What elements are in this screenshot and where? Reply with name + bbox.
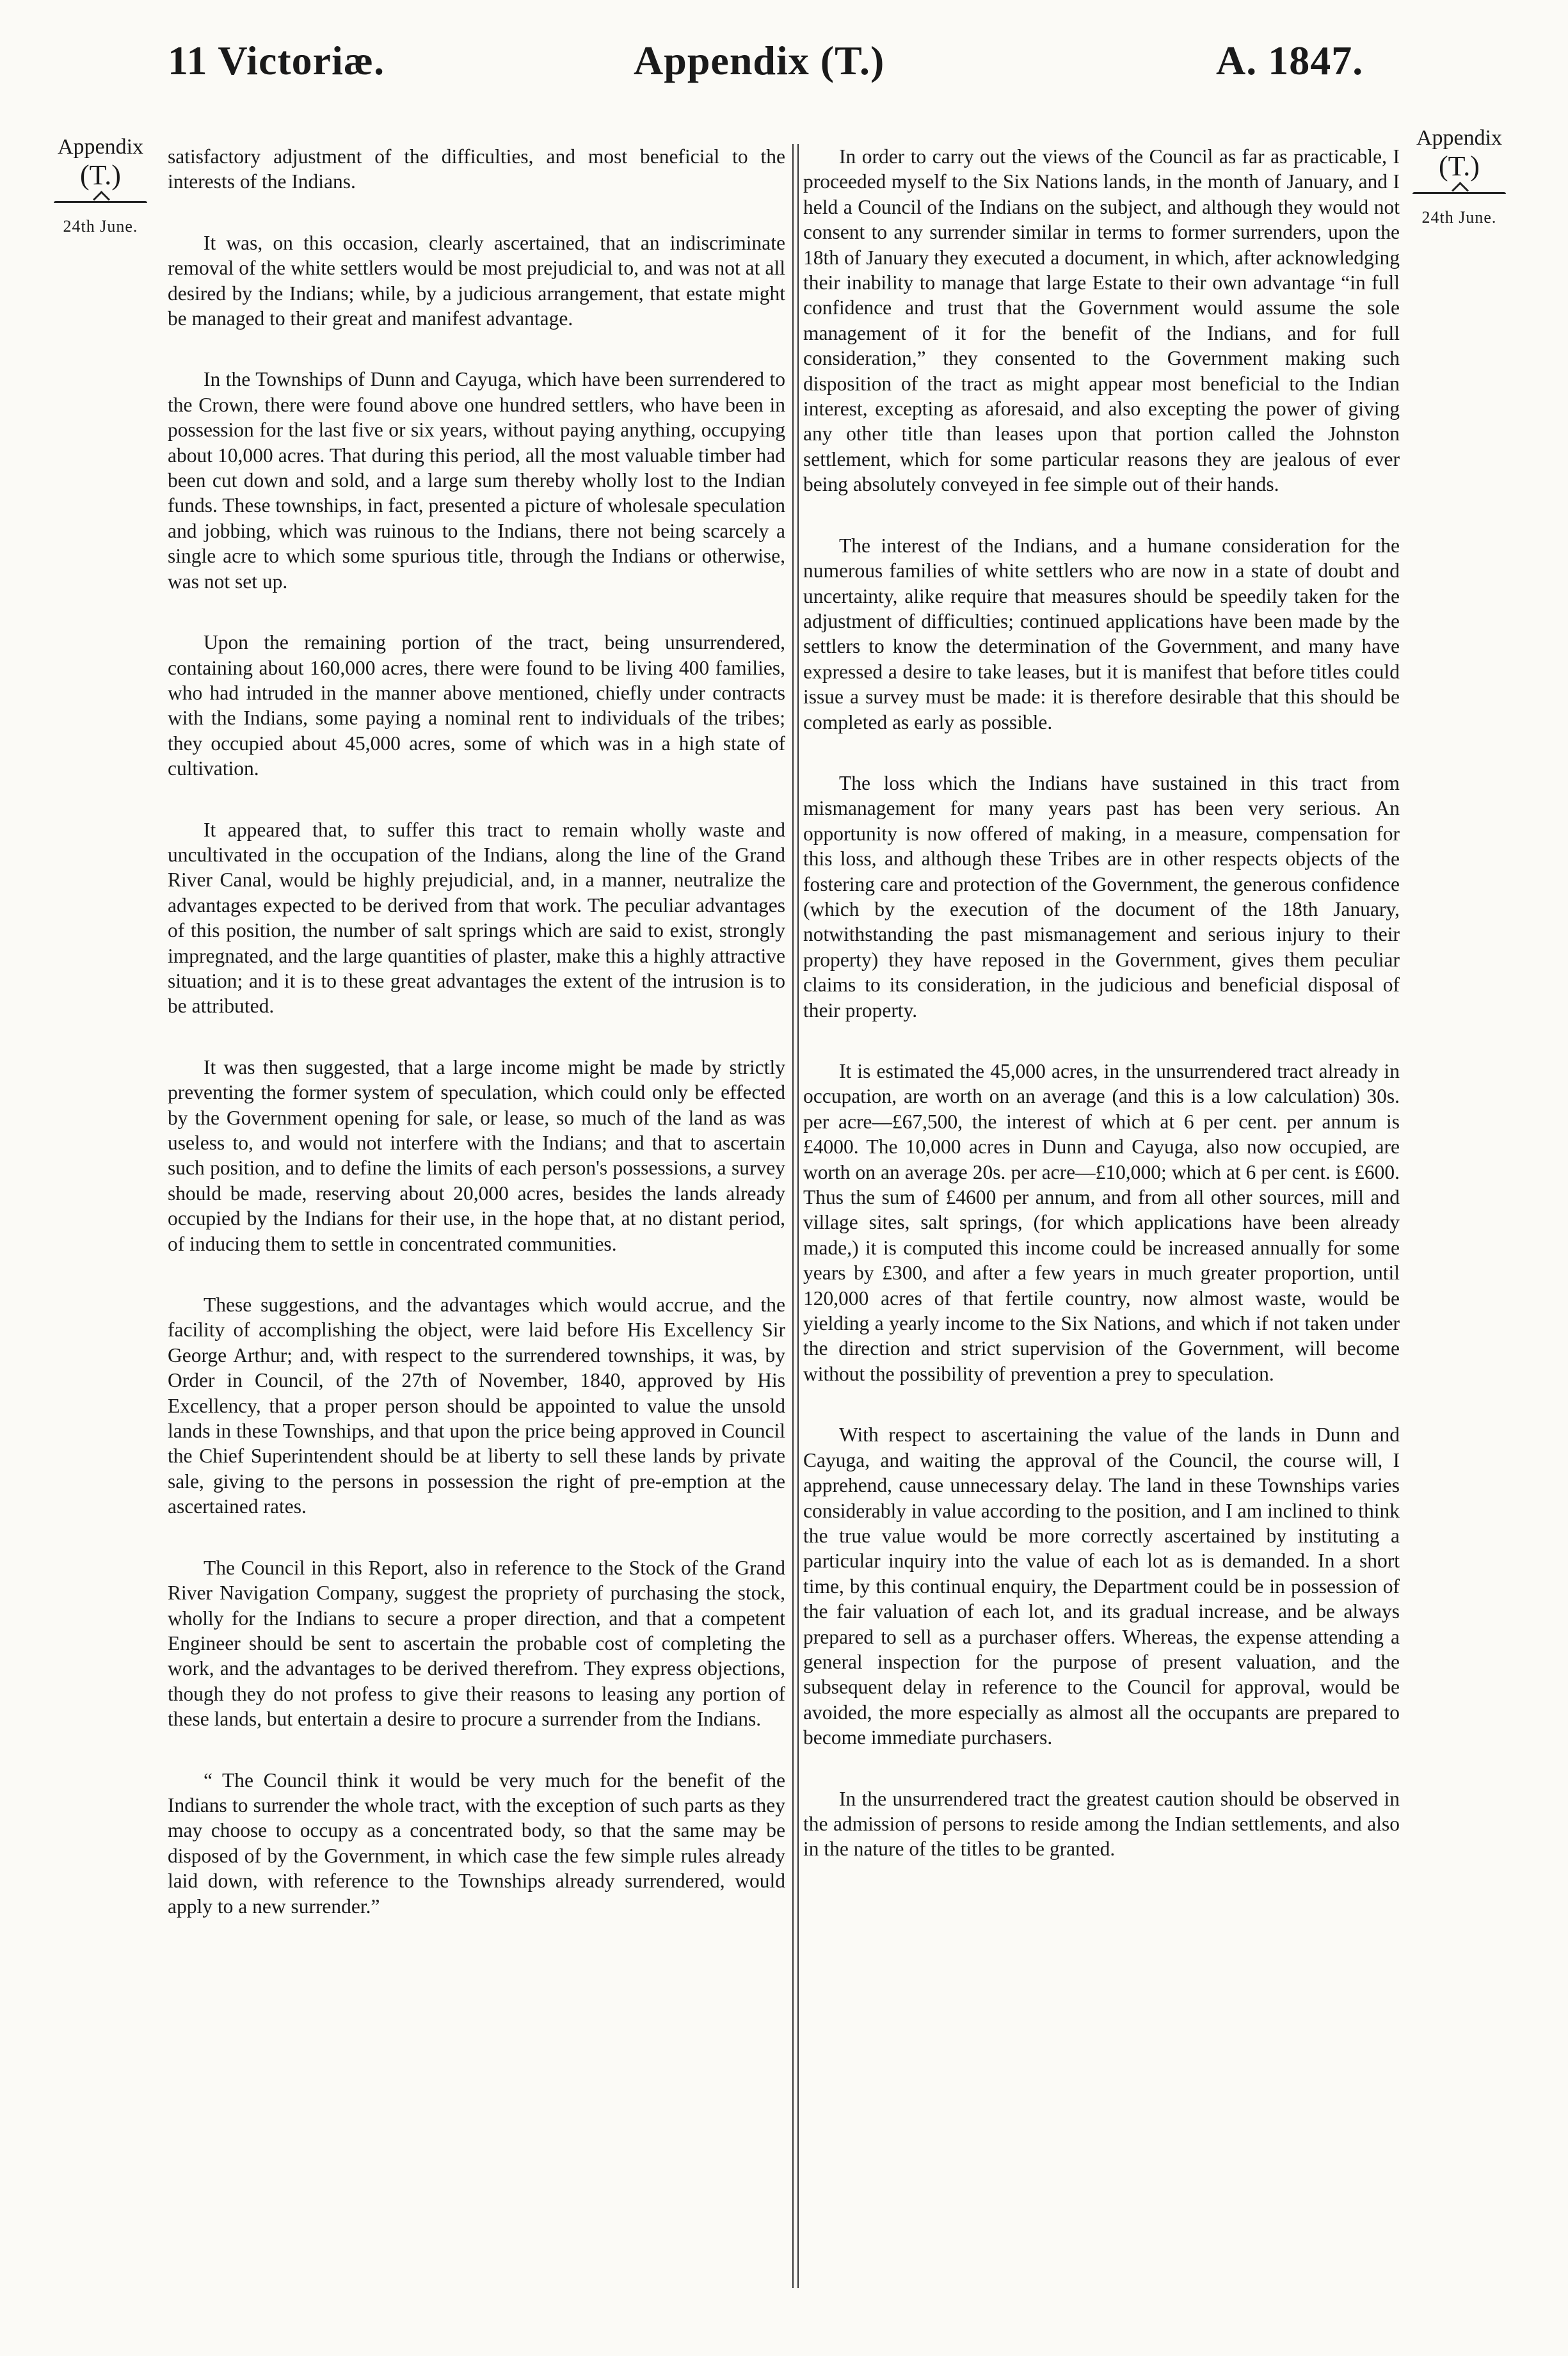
paragraph: The Council in this Report, also in reference to the Stock of the Grand River Navigation Company, suggest the propriety of purchasing the stock, wholly for the Indians to secure a proper direction, and that a competent Engineer should be sent to ascertain the probable cost of completing the work, and the advantages to be derived therefrom. They express objections, though they do not profess to give their reasons to leasing any portion of these lands, but entertain a desire to procure a surrender from the Indians.: [168, 1556, 785, 1731]
paragraph: These suggestions, and the advantages which would accrue, and the facility of accomplishing the object, were laid before His Excellency Sir George Arthur; and, with respect to the surrendered townships, it was, by Order in Council, of the 27th of November, 1840, approved by His Excellency, that a proper person should be appointed to value the unsold lands in these Townships, and that upon the price being approved in Council the Chief Superintendent should be at liberty to sell these lands by private sale, giving to the persons in possession the right of pre-emption at the ascertained rates.: [168, 1294, 785, 1518]
column-divider-line: [792, 144, 794, 2288]
page-header: [0, 37, 1568, 108]
margin-appendix-label: Appendix: [1416, 126, 1503, 150]
header-year: A. 1847.: [1216, 38, 1364, 83]
paragraph: The loss which the Indians have sustained in this tract from mismanagement for many years past has been very serious. An opportunity is now offered of making, in a measure, compensation for this loss, and although these Tribes are in other respects objects of the fostering care and protection of the Government, the generous confidence (which by the execution of the document of the 18th January, notwithstanding the past mismanagement and serious injury to their property) they have reposed in the Government, gives them peculiar claims to its consideration, in the judicious and beneficial disposal of their property.: [803, 771, 1400, 1022]
margin-brace: [46, 191, 155, 212]
header-session: 11 Victoriæ.: [168, 38, 385, 83]
paragraph: In the unsurrendered tract the greatest caution should be observed in the admission of persons to reside among the Indian settlements, and also in the nature of the titles to be granted.: [803, 1787, 1400, 1861]
paragraph: It appeared that, to suffer this tract to remain wholly waste and uncultivated in the occupation of the Indians, along the line of the Grand River Canal, would be highly prejudicial, and, in a manner, neutralize the advantages expected to be derived from that work. The peculiar advantages of this position, the number of salt springs which are said to exist, strongly impregnated, and the large quantities of plaster, make this a highly attractive situation; and it is to these great advantages the extent of the intrusion is to be attributed.: [168, 818, 785, 1018]
margin-appendix-letter: (T.): [80, 159, 121, 191]
paragraph: It was, on this occasion, clearly ascertained, that an indiscriminate removal of the white settlers would be most prejudicial to, and was not at all desired by the Indians; while, by a judicious arrangement, that estate might be managed to their great and manifest advantage.: [168, 231, 785, 330]
paragraph: With respect to ascertaining the value of the lands in Dunn and Cayuga, and waiting the approval of the Council, the course will, I apprehend, cause unnecessary delay. The land in these Townships varies considerably in value according to the position, and I am inclined to think the true value would be more correctly ascertained by instituting a particular inquiry into the value of each lot as is demanded. In a short time, by this continual enquiry, the Department could be in possession of the fair valuation of each lot, and its gradual increase, and be always prepared to sell as a purchaser offers. Whereas, the expense attending a general inspection for the purpose of present valuation, and the subsequent delay in reference to the Council for approval, would be avoided, the more especially as almost all the occupants are prepared to become immediate purchasers.: [803, 1423, 1400, 1749]
margin-brace: [1405, 182, 1514, 204]
margin-date: 24th June.: [63, 217, 138, 236]
paragraph: It was then suggested, that a large income might be made by strictly preventing the former system of speculation, which could only be effected by the Government opening for sale, or lease, so much of the land as was useless to, and would not interfere with the Indians; and that to ascertain such position, and to define the limits of each person's possessions, a survey should be made, reserving about 20,000 acres, besides the lands already occupied by the Indians for their use, in the hope that, at no distant period, of inducing them to settle in concentrated communities.: [168, 1055, 785, 1255]
paragraph: satisfactory adjustment of the difficulties, and most beneficial to the interests of the Indians.: [168, 145, 785, 193]
margin-date: 24th June.: [1421, 208, 1497, 227]
margin-appendix-letter: (T.): [1439, 150, 1480, 182]
right-text-column: [803, 144, 1400, 1898]
left-margin-note: [46, 134, 155, 239]
paragraph: In the Townships of Dunn and Cayuga, which have been surrendered to the Crown, there were found above one hundred settlers, who have been in possession for the last five or six years, without paying anything, occupying about 10,000 acres. That during this period, all the most valuable timber had been cut down and sold, and a large sum thereby wholly lost to the Indian funds. These townships, in fact, presented a picture of wholesale speculation and jobbing, which was ruinous to the Indians, there not being scarcely a single acre to which some spurious title, through the Indians or otherwise, was not set up.: [168, 368, 785, 593]
right-margin-note: [1405, 125, 1514, 230]
quoted-paragraph: “ The Council think it would be very much for the benefit of the Indians to surrender the whole tract, with the exception of such parts as they may choose to occupy as a concentrated body, so that the same may be disposed of by the Government, in which case the few simple rules already laid down, with reference to the Townships already surrendered, would apply to a new surrender.”: [168, 1768, 785, 1918]
paragraph: Upon the remaining portion of the tract, being unsurrendered, containing about 160,000 acres, there were found to be living 400 families, who had intruded in the manner above mentioned, chiefly under contracts with the Indians, some paying a nominal rent to individuals of the tribes; they occupied about 45,000 acres, some of which was in a high state of cultivation.: [168, 631, 785, 780]
paragraph: In order to carry out the views of the Council as far as practicable, I proceeded myself to the Six Nations lands, in the month of January, and I held a Council of the Indians on the subject, and although they would not consent to any surrender similar in terms to former surrenders, upon the 18th of January they executed a document, in which, after acknowledging their inability to manage that large Estate to their own advantage “in full confidence and trust that the Government would assume the sole management of it for the benefit of the Indians, and for full consideration,” they consented to the Government making such disposition of the tract as might appear most beneficial to the Indian interest, excepting as aforesaid, and also excepting the power of giving any other title than leases upon that portion called the Johnston settlement, which for some particular reasons they are jealous of ever being absolutely conveyed in fee simple out of their hands.: [803, 145, 1400, 496]
paragraph: The interest of the Indians, and a humane consideration for the numerous families of white settlers who are now in a state of doubt and uncertainty, alike require that measures should be speedily taken for the adjustment of difficulties; continued applications have been made by the settlers to know the determination of the Government, and many have expressed a desire to take leases, but it is manifest that before titles could issue a survey must be made: it is therefore desirable that this should be completed as early as possible.: [803, 534, 1400, 733]
left-text-column: [168, 144, 785, 1955]
paragraph: It is estimated the 45,000 acres, in the unsurrendered tract already in occupation, are worth on an average (and this is a low calculation) 30s. per acre—£67,500, the interest of which at 6 per cent. per annum is £4000. The 10,000 acres in Dunn and Cayuga, also now occupied, are worth on an average 20s. per acre—£10,000; which at 6 per cent. is £600. Thus the sum of £4600 per annum, and from all other sources, mill and village sites, salt springs, (for which applications have been already made,) it is computed this income could be increased annually for some years by £300, and after a few years in much greater proportion, until 120,000 acres of that fertile country, now almost waste, would be yielding a yearly income to the Six Nations, and which if not taken under the direction and strict supervision of the Government, will become without the possibility of prevention a prey to speculation.: [803, 1060, 1400, 1385]
column-divider-line: [797, 144, 799, 2288]
header-appendix-title: Appendix (T.): [634, 38, 885, 83]
margin-appendix-label: Appendix: [57, 135, 144, 159]
